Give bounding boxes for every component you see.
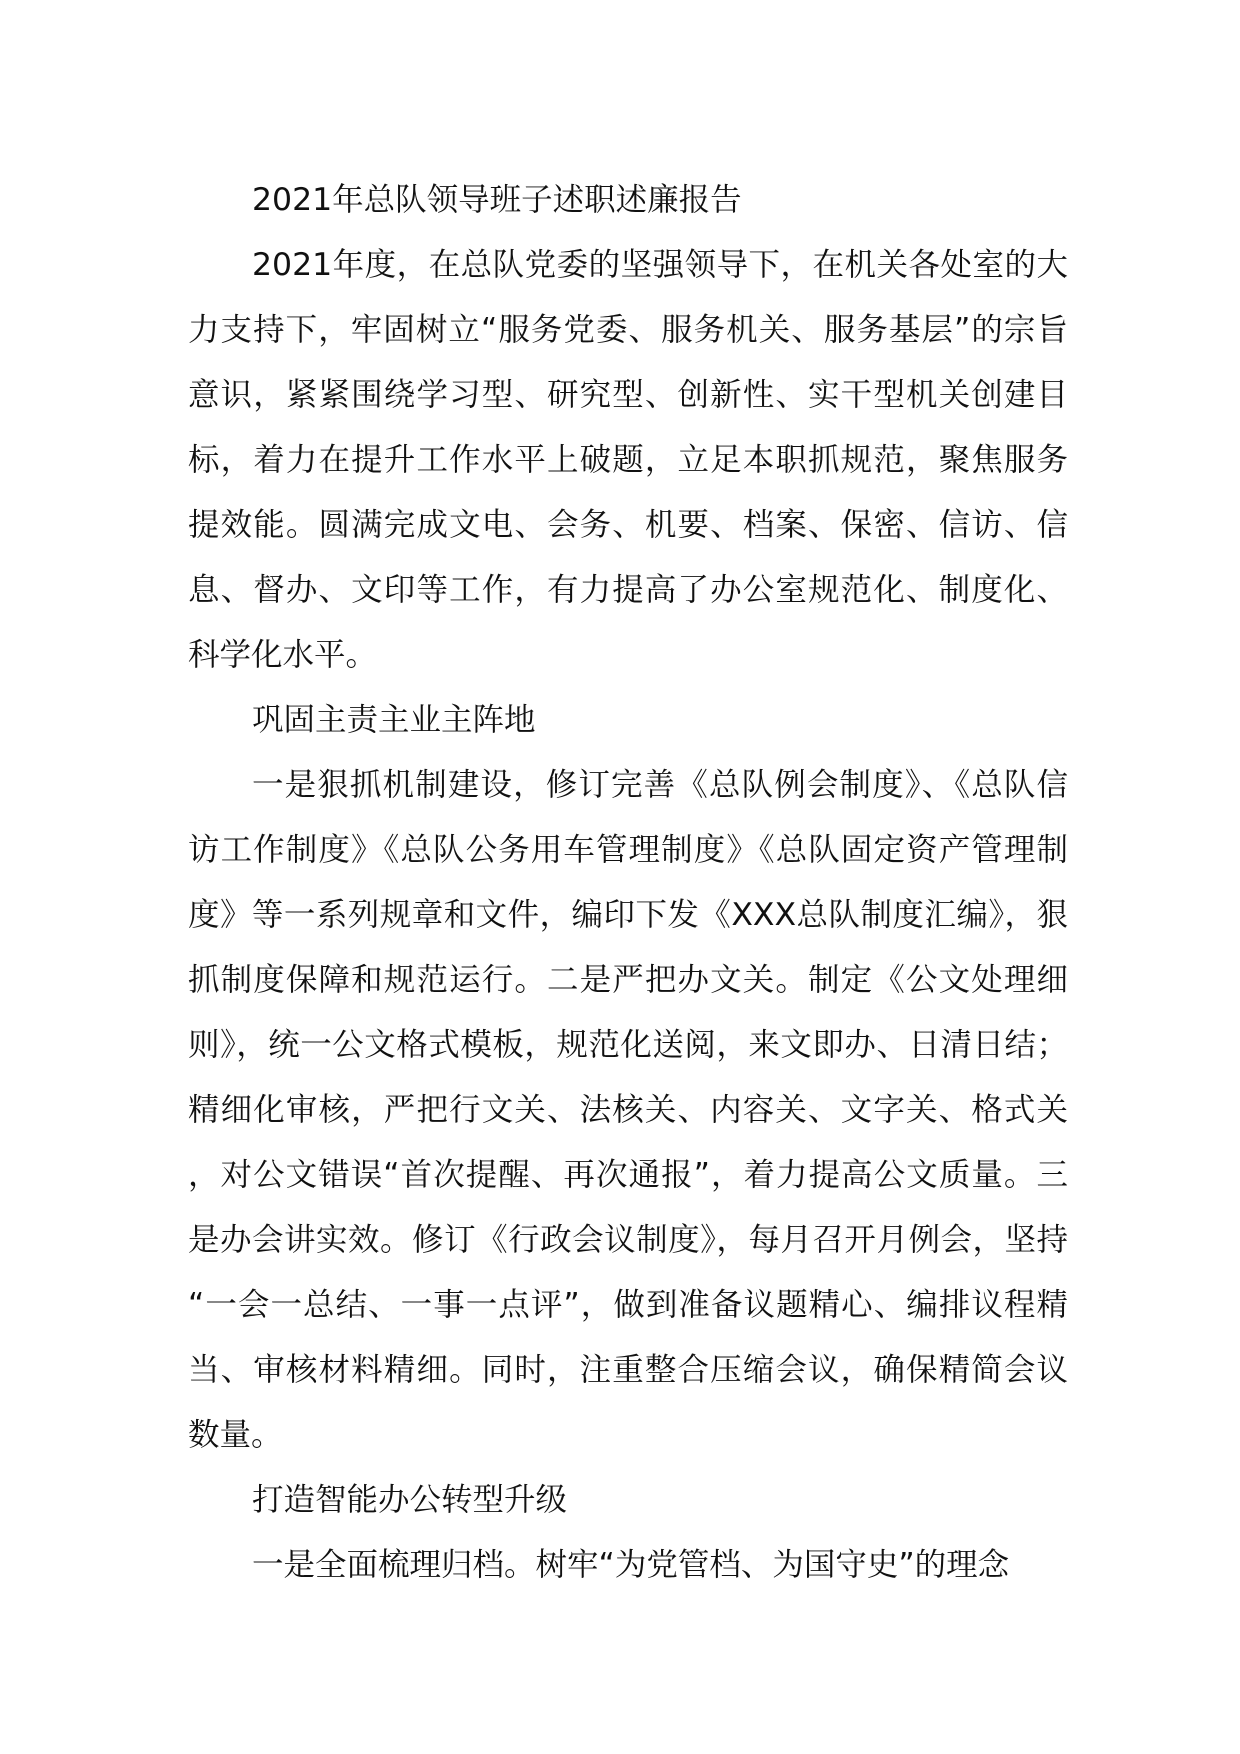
- paragraph-section-2: 一是全面梳理归档。树牢“为党管档、为国守史”的理念: [252, 1547, 1010, 1583]
- document-body: [188, 168, 1068, 1598]
- paragraph-intro: 2021年度，在总队党委的坚强领导下，在机关各处室的大力支持下，牢固树立“服务党委、服务机关、服务基层”的宗旨意识，紧紧围绕学习型、研究型、创新性、实干型机关创建目标，着力在提升工作水平上破题，立足本职抓规范，聚焦服务提效能。圆满完成文电、会务、机要、档案、保密、信访、信息、督办、文印等工作，有力提高了办公室规范化、制度化、科学化水平。: [188, 247, 1068, 673]
- section-heading-1: 巩固主责主业主阵地: [252, 702, 536, 738]
- section-heading-2: 打造智能办公转型升级: [252, 1482, 568, 1518]
- paragraph-section-1: 一是狠抓机制建设，修订完善《总队例会制度》、《总队信访工作制度》《总队公务用车管理制度》《总队固定资产管理制度》等一系列规章和文件，编印下发《XXX总队制度汇编》，狠抓制度保障和规范运行。二是严把办文关。制定《公文处理细则》，统一公文格式模板，规范化送阅，来文即办、日清日结；精细化审核，严把行文关、法核关、内容关、文字关、格式关，对公文错误“首次提醒、再次通报”，着力提高公文质量。三是办会讲实效。修订《行政会议制度》，每月召开月例会，坚持“一会一总结、一事一点评”，做到准备议题精心、编排议程精当、审核材料精细。同时，注重整合压缩会议，确保精简会议数量。: [188, 767, 1068, 1453]
- document-title: 2021年总队领导班子述职述廉报告: [252, 182, 742, 218]
